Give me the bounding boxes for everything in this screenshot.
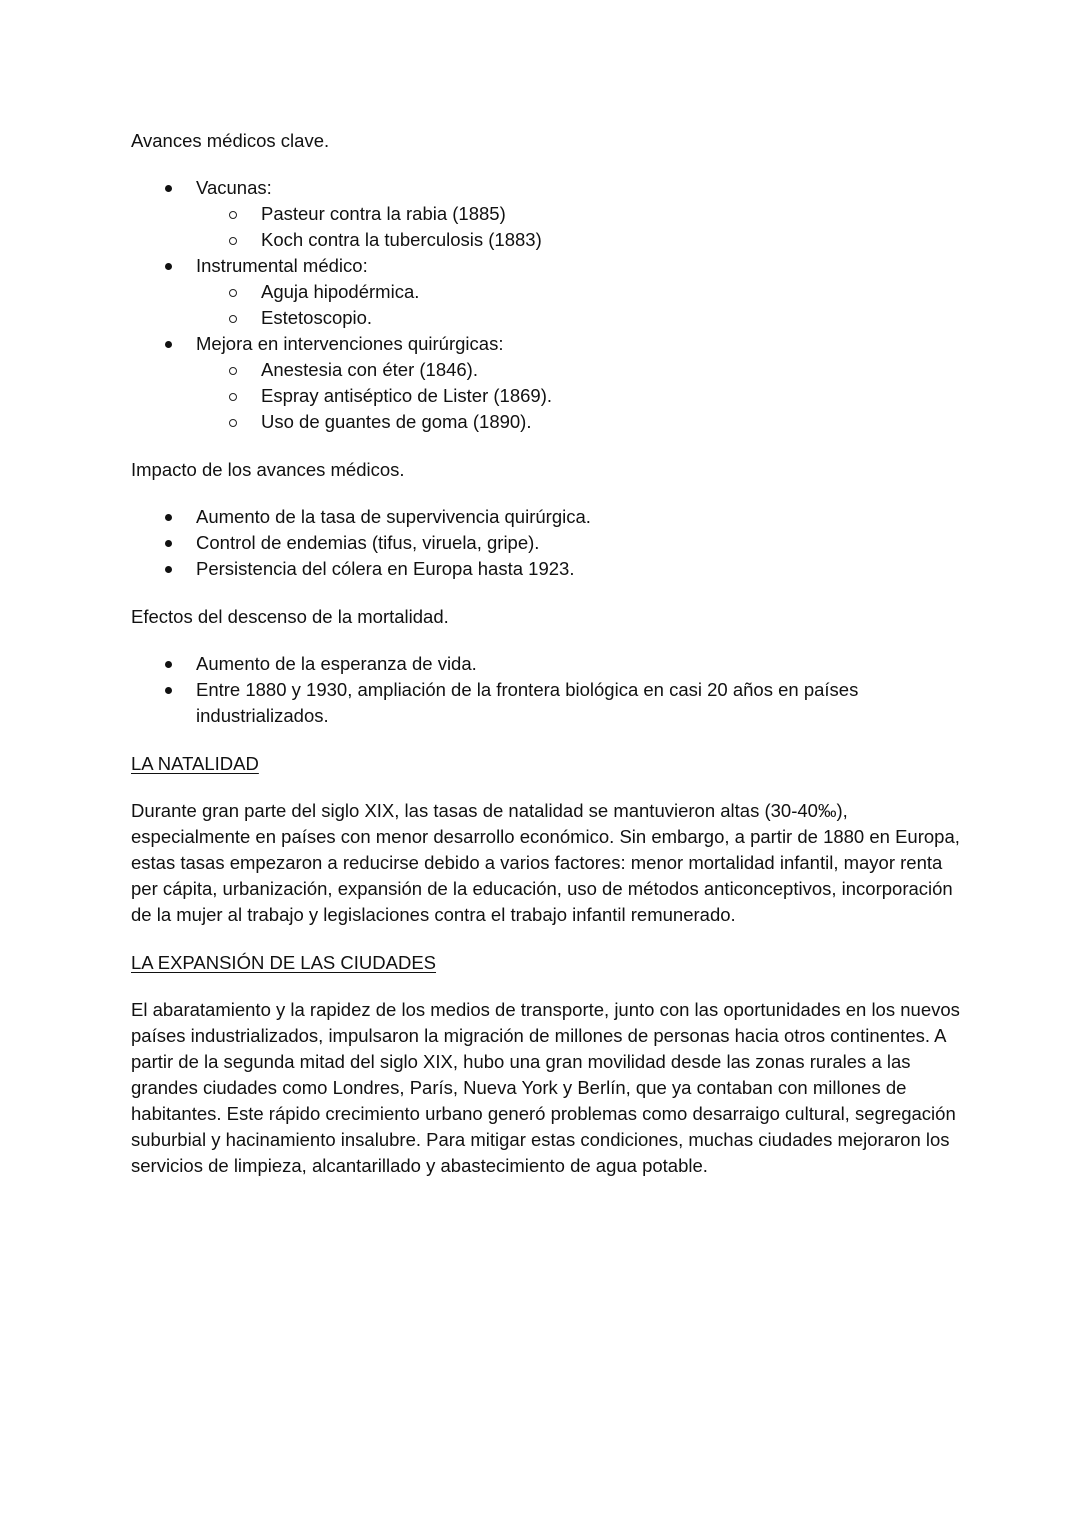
hollow-bullet-icon (229, 237, 237, 245)
filled-bullet-icon (165, 687, 172, 694)
hollow-bullet-icon (229, 315, 237, 323)
sublist-item (131, 305, 961, 331)
list-item-label: Mejora en intervenciones quirúrgicas: (196, 333, 504, 354)
list-item (131, 677, 961, 729)
sublist (131, 357, 961, 435)
list-item-label: Instrumental médico: (196, 255, 368, 276)
sublist-item-text: Espray antiséptico de Lister (1869). (261, 385, 553, 406)
hollow-bullet-icon (229, 211, 237, 219)
sublist-item-text: Estetoscopio. (261, 307, 373, 328)
hollow-bullet-icon (229, 289, 237, 297)
list-item (131, 651, 961, 677)
efectos-list (131, 651, 961, 729)
sublist-item (131, 201, 961, 227)
document-page (131, 128, 961, 1179)
list-item-label: Vacunas: (196, 177, 272, 198)
sublist-item (131, 227, 961, 253)
list-item-text: Persistencia del cólera en Europa hasta 1923. (196, 558, 575, 579)
sublist (131, 201, 961, 253)
list-item (131, 504, 961, 530)
sublist-item-text: Aguja hipodérmica. (261, 281, 420, 302)
filled-bullet-icon (165, 514, 172, 521)
sublist-item (131, 383, 961, 409)
section-heading-impacto: Impacto de los avances médicos. (131, 459, 405, 480)
list-item (131, 331, 961, 435)
hollow-bullet-icon (229, 393, 237, 401)
sublist-item-text: Koch contra la tuberculosis (1883) (261, 229, 542, 250)
filled-bullet-icon (165, 661, 172, 668)
sublist-item (131, 279, 961, 305)
sublist-item-text: Anestesia con éter (1846). (261, 359, 478, 380)
list-item-text: Aumento de la esperanza de vida. (196, 653, 477, 674)
section-heading-efectos: Efectos del descenso de la mortalidad. (131, 606, 449, 627)
avances-list (131, 175, 961, 435)
sublist (131, 279, 961, 331)
impacto-list (131, 504, 961, 582)
sublist-item (131, 357, 961, 383)
hollow-bullet-icon (229, 367, 237, 375)
list-item-text: Control de endemias (tifus, viruela, gripe). (196, 532, 540, 553)
filled-bullet-icon (165, 566, 172, 573)
filled-bullet-icon (165, 263, 172, 270)
list-item-text: Entre 1880 y 1930, ampliación de la frontera biológica en casi 20 años en países industrializados. (196, 679, 859, 726)
section-title-ciudades: LA EXPANSIÓN DE LAS CIUDADES (131, 952, 437, 973)
natalidad-paragraph: Durante gran parte del siglo XIX, las tasas de natalidad se mantuvieron altas (30-40‰), especialmente en países con menor desarrollo económico. Sin embargo, a partir de 1880 en Europa, estas tasas empezaron a reducirse debido a varios factores: menor mortalidad infantil, mayor renta per cápita, urbanización, expansión de la educación, uso de métodos anticonceptivos, incorporación de la mujer al trabajo y legislaciones contra el trabajo infantil remunerado. (131, 800, 960, 925)
sublist-item-text: Uso de guantes de goma (1890). (261, 411, 532, 432)
filled-bullet-icon (165, 185, 172, 192)
list-item (131, 530, 961, 556)
sublist-item-text: Pasteur contra la rabia (1885) (261, 203, 506, 224)
section-title-natalidad: LA NATALIDAD (131, 753, 259, 774)
list-item (131, 253, 961, 331)
list-item (131, 175, 961, 253)
ciudades-paragraph: El abaratamiento y la rapidez de los medios de transporte, junto con las oportunidades en los nuevos países industrializados, impulsaron la migración de millones de personas hacia otros continentes. A partir de la segunda mitad del siglo XIX, hubo una gran movilidad desde las zonas rurales a las grandes ciudades como Londres, París, Nueva York y Berlín, que ya contaban con millones de habitantes. Este rápido crecimiento urbano generó problemas como desarraigo cultural, segregación suburbial y hacinamiento insalubre. Para mitigar estas condiciones, muchas ciudades mejoraron los servicios de limpieza, alcantarillado y abastecimiento de agua potable. (131, 999, 960, 1176)
filled-bullet-icon (165, 540, 172, 547)
list-item-text: Aumento de la tasa de supervivencia quirúrgica. (196, 506, 591, 527)
list-item (131, 556, 961, 582)
section-heading-avances: Avances médicos clave. (131, 130, 330, 151)
hollow-bullet-icon (229, 419, 237, 427)
sublist-item (131, 409, 961, 435)
filled-bullet-icon (165, 341, 172, 348)
